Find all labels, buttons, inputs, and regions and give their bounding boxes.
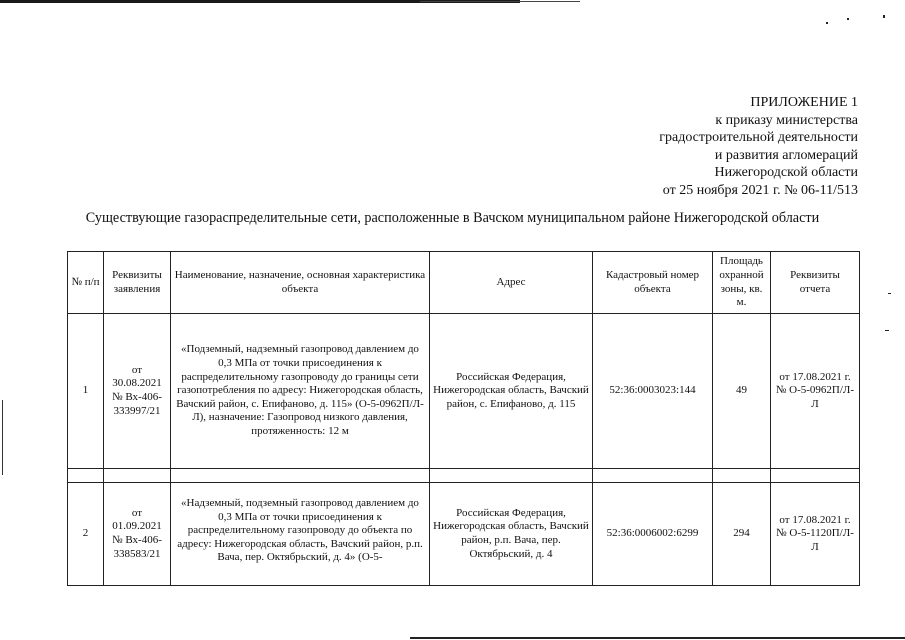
cell-cadastral: 52:36:0006002:6299 <box>593 483 713 586</box>
scan-artifact-bottom <box>410 637 905 639</box>
cell-area: 49 <box>713 314 771 469</box>
appendix-block <box>659 94 858 200</box>
cell-description: «Подземный, надземный газопровод давлением до 0,3 МПа от точки присоединения к распределительному газопроводу до границы сети газопотребления по адресу: Нижегородская область, Вачский район, с. Епифаново, д. 115» (О-5-0962П/Л-Л), назначение: Газопровод низкого давления, протяженность: 12 м <box>171 314 430 469</box>
header-description: Наименование, назначение, основная характеристика объекта <box>171 252 430 314</box>
cell-address: Российская Федерация, Нижегородская область, Вачский район, с. Епифаново, д. 115 <box>430 314 593 469</box>
table-gap-row <box>68 469 860 483</box>
header-area: Площадь охранной зоны, кв. м. <box>713 252 771 314</box>
appendix-line: к приказу министерства <box>715 112 858 128</box>
scan-speck <box>826 22 828 24</box>
table-row <box>68 314 860 469</box>
document-title: Существующие газораспределительные сети, расположенные в Вачском муниципальном районе Нижегородской области <box>85 210 820 226</box>
appendix-line: Нижегородской области <box>714 165 858 181</box>
appendix-line: от 25 ноября 2021 г. № 06-11/513 <box>662 182 858 198</box>
gas-network-table <box>67 251 860 586</box>
gap-cell <box>171 469 430 483</box>
header-request: Реквизиты заявления <box>104 252 171 314</box>
gap-cell <box>593 469 713 483</box>
cell-description: «Надземный, подземный газопровод давлением до 0,3 МПа от точки присоединения к распределительному газопроводу до объекта по адресу: Нижегородская область, Вачский район, р.п. Вача, пер. Октябрьский, д. 4» (О-5- <box>171 483 430 586</box>
gap-cell <box>68 469 104 483</box>
scan-speck <box>885 330 889 331</box>
appendix-line: ПРИЛОЖЕНИЕ 1 <box>750 95 858 110</box>
gap-cell <box>713 469 771 483</box>
table-header-row <box>68 252 860 314</box>
header-report: Реквизиты отчета <box>771 252 860 314</box>
cell-number: 2 <box>68 483 104 586</box>
appendix-line: градостроительной деятельности <box>659 130 858 146</box>
cell-report: от 17.08.2021 г. № О-5-0962П/Л-Л <box>771 314 860 469</box>
gap-cell <box>104 469 171 483</box>
header-number: № п/п <box>68 252 104 314</box>
cell-request: от 30.08.2021 № Вх-406-333997/21 <box>104 314 171 469</box>
gap-cell <box>771 469 860 483</box>
cell-request: от 01.09.2021 № Вх-406-338583/21 <box>104 483 171 586</box>
header-cadastral: Кадастровый номер объекта <box>593 252 713 314</box>
cell-number: 1 <box>68 314 104 469</box>
scan-artifact-left <box>2 400 3 475</box>
scan-speck <box>888 293 891 294</box>
cell-cadastral: 52:36:0003023:144 <box>593 314 713 469</box>
scan-speck <box>847 18 849 20</box>
appendix-line: и развития агломераций <box>714 147 858 163</box>
cell-area: 294 <box>713 483 771 586</box>
header-address: Адрес <box>430 252 593 314</box>
table-row <box>68 483 860 586</box>
scan-speck <box>883 15 885 18</box>
gap-cell <box>430 469 593 483</box>
cell-report: от 17.08.2021 г. № О-5-1120П/Л-Л <box>771 483 860 586</box>
cell-address: Российская Федерация, Нижегородская область, Вачский район, р.п. Вача, пер. Октябрьский, д. 4 <box>430 483 593 586</box>
scan-artifact-top-thin <box>420 1 580 2</box>
